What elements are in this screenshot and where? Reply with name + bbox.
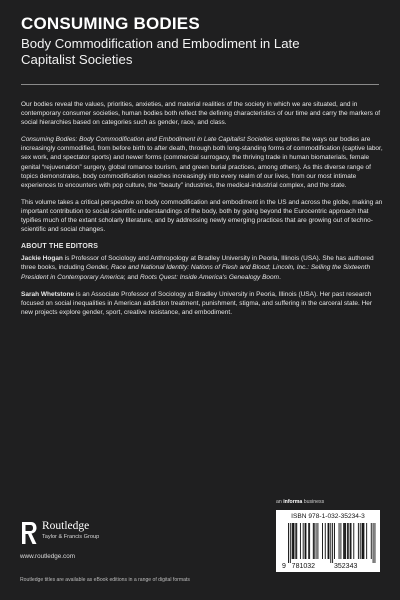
barcode-bar: [303, 523, 304, 559]
barcode-bar: [290, 523, 291, 563]
title-divider: [21, 84, 379, 85]
separator: .: [279, 273, 281, 281]
barcode-image: [280, 523, 376, 570]
barcode-bar: [296, 523, 297, 559]
barcode-bar: [293, 523, 294, 559]
separator: ;: [268, 264, 273, 272]
publisher-group: Taylor & Francis Group: [42, 534, 100, 540]
barcode-bar: [360, 523, 361, 559]
barcode-bar: [347, 523, 348, 559]
barcode-bar: [328, 523, 329, 559]
barcode-bar: [314, 523, 315, 559]
book-title-italic: Roots Quest: Inside America’s Genealogy Boom: [139, 273, 280, 281]
book-title-italic: Lincoln, Inc.: Selling the Sixteenth President in Contemporary America: [21, 264, 371, 281]
book-title: CONSUMING BODIES: [21, 14, 200, 33]
informa-business-label: [276, 499, 324, 505]
barcode-bar: [363, 523, 364, 559]
barcode-bar: [294, 523, 295, 559]
barcode-bar: [373, 523, 374, 563]
barcode-bar: [295, 523, 296, 559]
barcode-bar: [362, 523, 363, 559]
barcode-bar: [343, 523, 344, 559]
barcode-bar: [292, 523, 293, 559]
barcode-bar: [358, 523, 359, 559]
editor-bio-text: is an Associate Professor of Sociology at Bradley University in Peoria, Illinois (USA). Her past research focused on social inequalities in American addiction treatment, punishment, stigma, and suffering in the carceral state. Her new projects explore gender, sport, creative resistance, and embodiment.: [21, 290, 373, 316]
barcode-bar: [339, 523, 340, 559]
editor-bio-whetstone: [21, 290, 383, 317]
editor-name-hogan: Jackie Hogan: [21, 255, 63, 263]
blurb: [21, 100, 383, 325]
barcode-bar: [371, 523, 372, 559]
isbn-label: ISBN 978-1-032-35234-3: [291, 513, 365, 520]
barcode-bar: [317, 523, 318, 559]
editor-name-whetstone: Sarah Whetstone: [21, 290, 75, 298]
barcode-bar: [340, 523, 341, 559]
barcode-bar: [366, 523, 367, 559]
barcode-bar: [316, 523, 317, 559]
barcode-bar: [334, 523, 335, 559]
publisher-website[interactable]: www.routledge.com: [20, 553, 75, 560]
barcode-bar: [325, 523, 326, 559]
barcode-digits-left: 781032: [291, 563, 316, 570]
barcode-bar: [288, 523, 289, 563]
ebook-note: Routledge titles are available as eBook editions in a range of digital formats: [20, 577, 190, 583]
blurb-paragraph-2: [21, 135, 383, 190]
barcode-bar: [322, 523, 323, 559]
blurb-paragraph-3: This volume takes a critical perspective on body commodification and embodiment in the US and across the globe, making an important contribution to social scientific understandings of the body, both by going beyond the Eurocentric approach that typifies much of the extant scholarly literature, and by addressing newly emerging practices that are growing out of techno-scientific and social changes.: [21, 198, 383, 234]
routledge-logo-icon: [20, 520, 38, 546]
barcode-bar: [350, 523, 351, 559]
editor-bio-text: is Professor of Sociology and Anthropology at Bradley University in Peoria, Illinois (USA). She has authored three books, including: [21, 255, 374, 272]
informa-prefix: an: [276, 499, 284, 505]
barcode-bar: [305, 523, 306, 559]
barcode-bar: [374, 523, 375, 563]
book-subtitle: Body Commodification and Embodiment in Late Capitalist Societies: [21, 36, 300, 67]
barcode-bar: [344, 523, 345, 559]
barcode-bar: [330, 523, 331, 563]
barcode-bar: [351, 523, 352, 559]
barcode-digits-right: 352343: [334, 563, 358, 570]
editor-bio-hogan: [21, 254, 383, 281]
barcode-bar: [363, 523, 364, 559]
barcode-bar: [313, 523, 314, 559]
barcode-bar: [332, 523, 333, 563]
barcode-bar: [305, 523, 306, 559]
book-full-title-italic: Consuming Bodies: Body Commodification and Embodiment in Late Capitalist Societies: [21, 136, 274, 144]
editors-heading: ABOUT THE EDITORS: [21, 243, 99, 251]
barcode-bar: [348, 523, 349, 559]
barcode-bar: [353, 523, 354, 559]
barcode-digit-lead: 9: [282, 563, 286, 570]
barcode-bar: [308, 523, 309, 559]
barcode-bar: [345, 523, 346, 559]
blurb-paragraph-2-text: explores the ways our bodies are increasingly commodified, from before birth to after death, through both long-standing forms of commodification (captive labor, sex work, and spectator sports) and newer forms (commercial surrogacy, the thriving trade in human biomaterials, female genital “rejuvenation” surgery, global romance tourism, and green burial practices, among others). As this diverse range of topics demonstrates, body commodification reaches increasingly into every realm of our lives, from our most intimate experiences to encounters with pop culture, the “beauty” industries, the medical-industrial complex, and the state.: [21, 136, 383, 189]
barcode-bar: [309, 523, 310, 559]
barcode-bar: [300, 523, 301, 559]
informa-brand: informa: [283, 499, 303, 505]
separator: ; and: [123, 273, 140, 281]
publisher-name: Routledge: [42, 520, 90, 532]
blurb-paragraph-1: Our bodies reveal the values, priorities, anxieties, and material realities of the society in which we are situated, and in contemporary consumer societies, human bodies both reflect the defining characteristics of our time and carry the markers of social hierarchies based on categories such as gender, race, and class.: [21, 101, 381, 127]
book-title-italic: Gender, Race and National Identity: Nations of Flesh and Blood: [86, 264, 269, 272]
informa-suffix: business: [302, 499, 325, 505]
barcode-bar: [328, 523, 329, 559]
barcode-panel: [276, 510, 380, 572]
